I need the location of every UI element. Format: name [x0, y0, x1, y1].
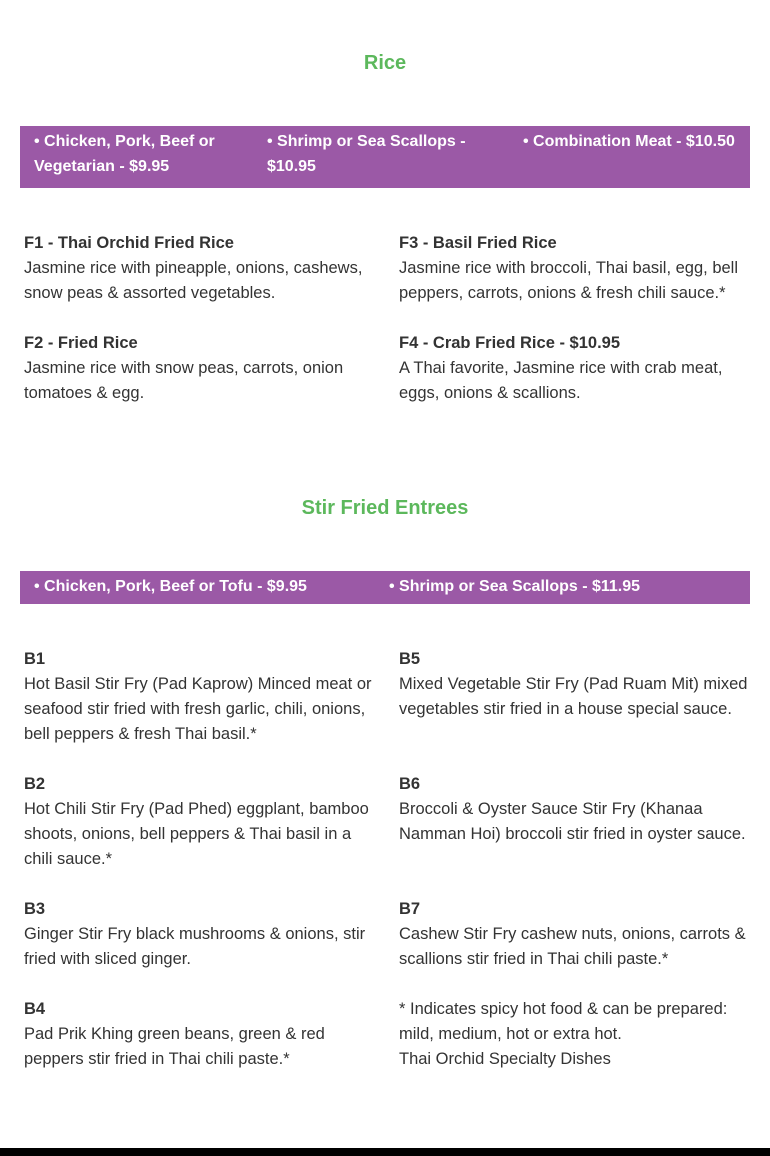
item-name: B1	[24, 650, 46, 668]
item-description: Jasmine rice with snow peas, carrots, onion tomatoes & egg.	[24, 359, 344, 402]
menu-item-b4	[24, 997, 384, 1072]
rice-price-shrimp: • Shrimp or Sea Scallops - $10.95	[267, 133, 466, 175]
item-description: Ginger Stir Fry black mushrooms & onions, stir fried with sliced ginger.	[24, 925, 366, 968]
item-description: Hot Chili Stir Fry (Pad Phed) eggplant, bamboo shoots, onions, bell peppers & Thai basil in a chili sauce.*	[24, 800, 369, 868]
item-description: Jasmine rice with pineapple, onions, cashews, snow peas & assorted vegetables.	[24, 259, 363, 302]
item-name: F3 - Basil Fried Rice	[399, 234, 557, 252]
spicy-note	[399, 997, 749, 1072]
menu-item-b3	[24, 897, 384, 972]
menu-item-b6	[399, 772, 749, 847]
stir-fried-price-chicken: • Chicken, Pork, Beef or Tofu - $9.95	[34, 578, 307, 595]
item-name: B5	[399, 650, 421, 668]
menu-item-f1	[24, 231, 384, 306]
menu-item-b1	[24, 647, 384, 747]
rice-price-combination: • Combination Meat - $10.50	[523, 133, 735, 150]
item-name: B2	[24, 775, 46, 793]
rice-section-title: Rice	[363, 52, 407, 74]
rice-price-bar	[20, 126, 750, 188]
rice-price-chicken: • Chicken, Pork, Beef or Vegetarian - $9.95	[34, 133, 215, 175]
menu-item-b7	[399, 897, 749, 972]
item-name: F2 - Fried Rice	[24, 334, 138, 352]
stir-fried-price-bar	[20, 571, 750, 604]
item-description: Cashew Stir Fry cashew nuts, onions, carrots & scallions stir fried in Thai chili paste.*	[399, 925, 746, 968]
item-description: A Thai favorite, Jasmine rice with crab meat, eggs, onions & scallions.	[399, 359, 723, 402]
specialty-dishes-link-text: Thai Orchid Specialty Dishes	[399, 1050, 611, 1068]
menu-item-f4	[399, 331, 749, 406]
item-name: B6	[399, 775, 421, 793]
item-name: B4	[24, 1000, 46, 1018]
menu-item-f3	[399, 231, 749, 306]
menu-item-b5	[399, 647, 749, 722]
item-description: Jasmine rice with broccoli, Thai basil, egg, bell peppers, carrots, onions & fresh chili sauce.*	[399, 259, 739, 302]
item-description: Mixed Vegetable Stir Fry (Pad Ruam Mit) mixed vegetables stir fried in a house special sauce.	[399, 675, 748, 718]
bottom-bar	[0, 1148, 770, 1156]
spicy-note-text: * Indicates spicy hot food & can be prepared: mild, medium, hot or extra hot.	[399, 1000, 728, 1043]
item-description: Broccoli & Oyster Sauce Stir Fry (Khanaa Namman Hoi) broccoli stir fried in oyster sauce.	[399, 800, 746, 843]
item-description: Pad Prik Khing green beans, green & red peppers stir fried in Thai chili paste.*	[24, 1025, 325, 1068]
menu-item-f2	[24, 331, 384, 406]
item-description: Hot Basil Stir Fry (Pad Kaprow) Minced meat or seafood stir fried with fresh garlic, chili, onions, bell peppers & fresh Thai basil.*	[24, 675, 372, 743]
item-name: B3	[24, 900, 46, 918]
stir-fried-section-title: Stir Fried Entrees	[301, 497, 469, 519]
item-name: B7	[399, 900, 421, 918]
item-name: F4 - Crab Fried Rice - $10.95	[399, 334, 621, 352]
stir-fried-price-shrimp: • Shrimp or Sea Scallops - $11.95	[389, 578, 641, 595]
menu-item-b2	[24, 772, 384, 872]
item-name: F1 - Thai Orchid Fried Rice	[24, 234, 234, 252]
